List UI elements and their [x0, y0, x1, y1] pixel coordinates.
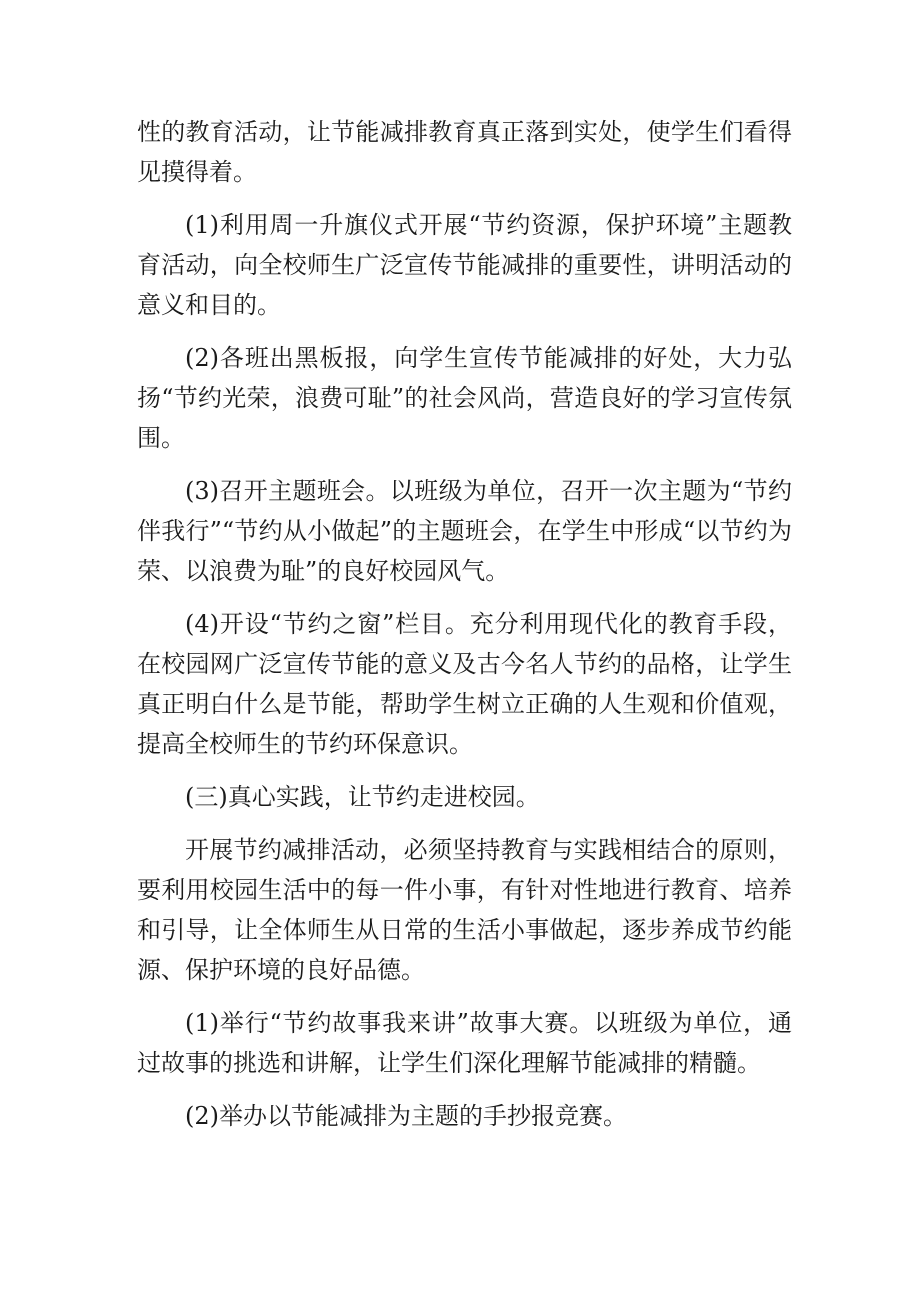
section-heading-practice: (三)真心实践，让节约走进校园。 [185, 783, 540, 811]
paragraph-item-4-window-column: (4)开设“节约之窗”栏目。充分利用现代化的教育手段，在校园网广泛宣传节能的意义及古今名人节约的品格，让学生真正明白什么是节能，帮助学生树立正确的人生观和价值观，提高全校师生的节约环保意识。 [137, 610, 792, 758]
document-body [137, 112, 792, 1149]
paragraph-item-3-class-meeting: (3)召开主题班会。以班级为单位，召开一次主题为“节约伴我行”“节约从小做起”的主题班会，在学生中形成“以节约为荣、以浪费为耻”的良好校园风气。 [137, 477, 792, 585]
paragraph-item-2-handwritten-newspaper: (2)举办以节能减排为主题的手抄报竞赛。 [185, 1102, 627, 1130]
paragraph-item-2-blackboard: (2)各班出黑板报，向学生宣传节能减排的好处，大力弘扬“节约光荣，浪费可耻”的社会风尚，营造良好的学习宣传氛围。 [137, 344, 792, 452]
paragraph-practice-intro: 开展节约减排活动，必须坚持教育与实践相结合的原则，要利用校园生活中的每一件小事，有针对性地进行教育、培养和引导，让全体师生从日常的生活小事做起，逐步养成节约能源、保护环境的良好品德。 [137, 836, 792, 984]
paragraph-continuation: 性的教育活动，让节能减排教育真正落到实处，使学生们看得见摸得着。 [137, 118, 792, 186]
paragraph-item-1-flag-ceremony: (1)利用周一升旗仪式开展“节约资源，保护环境”主题教育活动，向全校师生广泛宣传节能减排的重要性，讲明活动的意义和目的。 [137, 211, 792, 319]
paragraph-item-1-story-contest: (1)举行“节约故事我来讲”故事大赛。以班级为单位，通过故事的挑选和讲解，让学生们深化理解节能减排的精髓。 [137, 1009, 792, 1077]
